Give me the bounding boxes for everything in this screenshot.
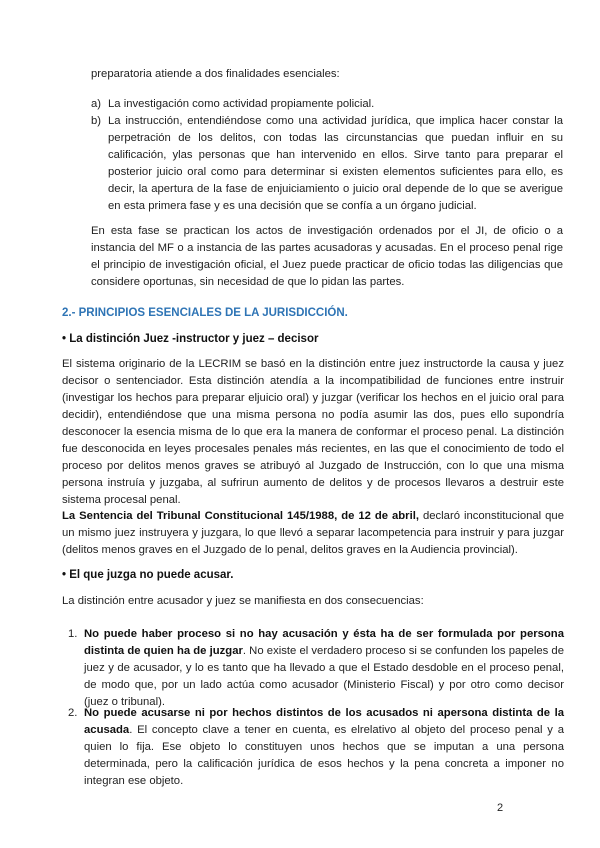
list-item-b bbox=[91, 113, 563, 215]
paragraph-sentencia bbox=[62, 508, 564, 559]
subheading-instructor-decisor: • La distinción Juez -instructor y juez – decisor bbox=[62, 333, 319, 345]
paragraph-consecuencias: La distinción entre acusador y juez se manifiesta en dos consecuencias: bbox=[62, 595, 424, 607]
intro-paragraph: En esta fase se practican los actos de investigación ordenados por el JI, de oficio o a instancia del MF o a instancia de las partes acusadoras y acusadas. En el proceso penal rige el principio de investigación oficial, el Juez puede practicar de oficio todas las diligencias que considere oportunas, sin necesidad de que lo pidan las partes. bbox=[91, 225, 563, 288]
list-marker: 2. bbox=[68, 707, 78, 719]
list-item-bold: No puede haber proceso si no hay acusación y ésta ha de ser formulada por persona distinta de quien ha de juzgar bbox=[84, 628, 564, 657]
sentencia-text: declaró inconstitucional que un mismo juez instruyera y juzgara, lo que llevó a separar lacompetencia para instruir y para juzgar (delitos menos graves en el Juzgado de lo penal, delitos graves en la Audiencia provincial). bbox=[62, 510, 564, 556]
numbered-item-2 bbox=[68, 705, 564, 790]
list-item-text: La investigación como actividad propiamente policial. bbox=[108, 98, 375, 110]
list-item-bold: No puede acusarse ni por hechos distintos de los acusados ni apersona distinta de la acusada bbox=[84, 707, 564, 736]
list-item-a bbox=[91, 96, 563, 113]
paragraph-lecrim: El sistema originario de la LECRIM se basó en la distinción entre juez instructorde la causa y juez decisor o sentenciador. Esta distinción atendía a la incompatibilidad de funciones entre instruir (investigar los hechos para preparar eljuicio oral) y juzgar (verificar los hechos en el juicio oral para decidir), entendiéndose que una misma persona no podía asumir las dos, pues ello supondría desconocer la esencia misma de lo que era la manera de conformar el proceso penal. La distinción fue desconocida en leyes procesales penales más recientes, en las que el conocimiento de todo el proceso por delitos menos graves se atribuyó al Juzgado de Instrucción, con lo que una misma persona instruía y juzgaba, al sufrirun aumento de delitos y de procesos llevaros a destruir este sistema procesal penal. bbox=[62, 358, 564, 506]
sentencia-reference: La Sentencia del Tribunal Constitucional 145/1988, de 12 de abril, bbox=[62, 510, 419, 522]
section-heading: 2.- PRINCIPIOS ESENCIALES DE LA JURISDICCIÓN. bbox=[62, 307, 348, 319]
numbered-item-1 bbox=[68, 626, 564, 711]
list-item-rest: . El concepto clave a tener en cuenta, es elrelativo al objeto del proceso penal y a quien lo fija. Ese objeto lo constituyen unos hechos que se imputan a una persona determinada, pero la calificación jurídica de esos hechos y la pena concreta a imponer no integran ese objeto. bbox=[84, 724, 564, 787]
list-marker: b) bbox=[91, 115, 102, 127]
list-item-text bbox=[84, 626, 564, 711]
list-marker: 1. bbox=[68, 628, 78, 640]
list-item-text: La instrucción, entendiéndose como una actividad jurídica, que implica hacer constar la perpetración de los delitos, con todas las circunstancias que puedan influir en su calificación, ylas personas que han intervenido en ellos. Sirve tanto para preparar el posterior juicio oral como para determinar si existen elementos suficientes para ello, es decir, la apertura de la fase de enjuiciamiento o juicio oral depende de lo que se averigue en esta primera fase y es una decisión que se confía a un órgano judicial. bbox=[108, 115, 563, 212]
list-item-rest: . No existe el verdadero proceso si se confunden los papeles de juez y de acusador, y lo es tanto que ha llevado a que el Estado desdoble en el proceso penal, de modo que, por un lado actúa como acusador (Ministerio Fiscal) y por otro como decisor (juez o tribunal). bbox=[84, 645, 564, 708]
list-item-text bbox=[84, 705, 564, 790]
subheading-juzga-acusar: • El que juzga no puede acusar. bbox=[62, 569, 234, 581]
intro-line: preparatoria atiende a dos finalidades esenciales: bbox=[91, 68, 340, 80]
page-number: 2 bbox=[497, 802, 504, 814]
list-marker: a) bbox=[91, 98, 102, 110]
